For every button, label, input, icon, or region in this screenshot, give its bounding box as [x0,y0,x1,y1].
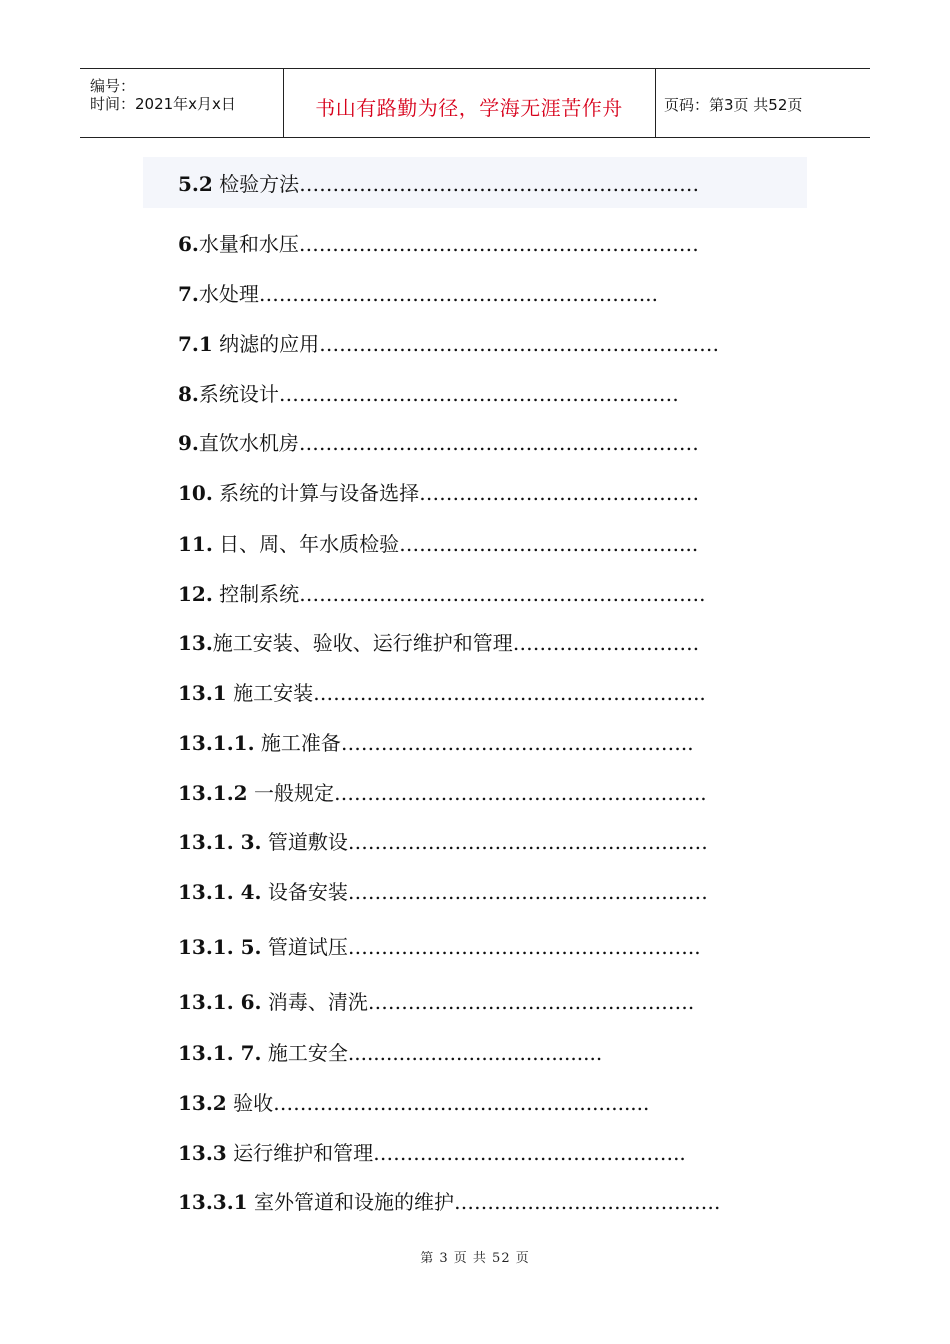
toc-entry-title: 管道敷设 [261,830,348,854]
toc-entry-title: 日、周、年水质检验 [212,532,400,556]
toc-entry-number: 11. [178,532,213,556]
toc-entry-leader: …………………………………. [453,1190,721,1214]
toc-entry-number: 13.1. 5. [178,935,262,959]
toc-entry-number: 7.1 [178,332,213,356]
toc-entry-number: 13. [178,631,213,655]
toc-entry-leader: …………………………………………………… [299,172,700,196]
toc-entry-number: 8. [178,382,199,406]
toc-entry-number: 13.3.1 [178,1190,248,1214]
toc-entry-leader: …………………………………………….. [347,935,701,959]
toc-entry-leader: …………………………………………….. [340,731,694,755]
toc-entry[interactable] [178,232,699,256]
toc-entry-number: 13.1. 4. [178,880,262,904]
document-number-label: 编号： [90,77,136,95]
toc-entry-number: 7. [178,282,199,306]
toc-entry-title: 验收 [226,1091,274,1115]
toc-entry[interactable] [178,532,698,556]
header-meta-cell [80,69,284,137]
toc-entry-number: 10. [178,481,213,505]
header-motto-cell [283,69,656,137]
toc-entry-title: 施工安装、验收、运行维护和管理 [212,631,513,655]
header-motto: 书山有路勤为径，学海无涯苦作舟 [315,96,623,120]
toc-entry-title: 施工安装 [226,681,314,705]
toc-entry[interactable] [178,1091,649,1115]
toc-entry[interactable] [178,1141,686,1165]
toc-entry[interactable] [178,631,699,655]
toc-entry[interactable] [178,172,699,196]
toc-entry[interactable] [178,332,719,356]
toc-entry[interactable] [178,1190,720,1214]
toc-entry-title: 消毒、清洗 [261,990,368,1014]
toc-entry-title: 检验方法 [212,172,300,196]
toc-entry-leader: ……………………………………………… [347,880,708,904]
toc-entry-leader: ........................................ [347,1041,603,1065]
toc-entry[interactable] [178,731,694,755]
toc-entry-leader: …………………………………………………… [278,382,679,406]
toc-entry-title: 管道试压 [261,935,348,959]
toc-entry-leader: …………………………………………. [367,990,695,1014]
toc-entry[interactable] [178,781,707,805]
toc-entry[interactable] [178,880,708,904]
toc-entry-leader: …………………………………………………... [258,282,658,306]
toc-entry[interactable] [178,830,708,854]
toc-entry-leader: …………………………………… [419,481,700,505]
header-page-info: 页码：第3页 共52页 [664,96,803,114]
toc-entry[interactable] [178,990,694,1014]
toc-entry-title: 直饮水机房 [198,431,299,455]
toc-entry[interactable] [178,282,658,306]
toc-entry[interactable] [178,681,706,705]
page-footer: 第 3 页 共 52 页 [420,1251,530,1266]
toc-entry-title: 水处理 [198,282,259,306]
header-page-cell [656,69,870,137]
toc-entry-title: 设备安装 [261,880,348,904]
toc-entry-number: 5.2 [178,172,213,196]
toc-entry[interactable] [178,382,679,406]
toc-entry-title: 运行维护和管理 [226,1141,374,1165]
toc-entry-title: 施工准备 [254,731,341,755]
toc-entry[interactable] [178,431,699,455]
toc-entry-leader: ……………………………………... [399,532,699,556]
toc-entry-leader: …………………………………………………… [298,232,699,256]
document-time-label: 时间：2021年x月x日 [90,95,236,113]
toc-entry-number: 12. [178,582,213,606]
toc-entry-number: 13.1. 7. [178,1041,262,1065]
toc-entry-leader: …………………………………………………… [319,332,720,356]
toc-entry[interactable] [178,481,699,505]
toc-entry-title: 一般规定 [247,781,334,805]
toc-entry-number: 9. [178,431,199,455]
toc-entry-number: 13.1. 6. [178,990,262,1014]
toc-entry-title: 系统的计算与设备选择 [212,481,420,505]
toc-entry[interactable] [178,1041,602,1065]
toc-entry-title: 水量和水压 [198,232,299,256]
toc-entry-title: 纳滤的应用 [212,332,320,356]
toc-entry-leader: ……………………………………………………. [299,582,706,606]
toc-entry-number: 13.1.1. [178,731,255,755]
toc-entry-number: 6. [178,232,199,256]
toc-entry-leader: …………………………………………………… [298,431,699,455]
toc-entry-number: 13.3 [178,1141,227,1165]
toc-entry-number: 13.1. 3. [178,830,262,854]
toc-entry-title: 室外管道和设施的维护 [247,1190,454,1214]
toc-entry-title: 施工安全 [261,1041,348,1065]
toc-entry-title: 控制系统 [212,582,300,606]
toc-entry[interactable] [178,935,701,959]
toc-entry-leader: ………………………………………............ [273,1091,650,1115]
toc-entry-title: 系统设计 [198,382,279,406]
toc-entry[interactable] [178,582,706,606]
toc-entry-leader: ……………………………………………… [347,830,708,854]
toc-entry-leader: ………………………. [512,631,700,655]
toc-entry-leader: ……………………………………………….. [333,781,707,805]
toc-entry-number: 13.1 [178,681,227,705]
toc-entry-number: 13.1.2 [178,781,248,805]
toc-entry-leader: ……………………………………….. [373,1141,686,1165]
toc-entry-leader: ………………………………………………….. [313,681,706,705]
toc-entry-number: 13.2 [178,1091,227,1115]
page-header [80,68,870,138]
